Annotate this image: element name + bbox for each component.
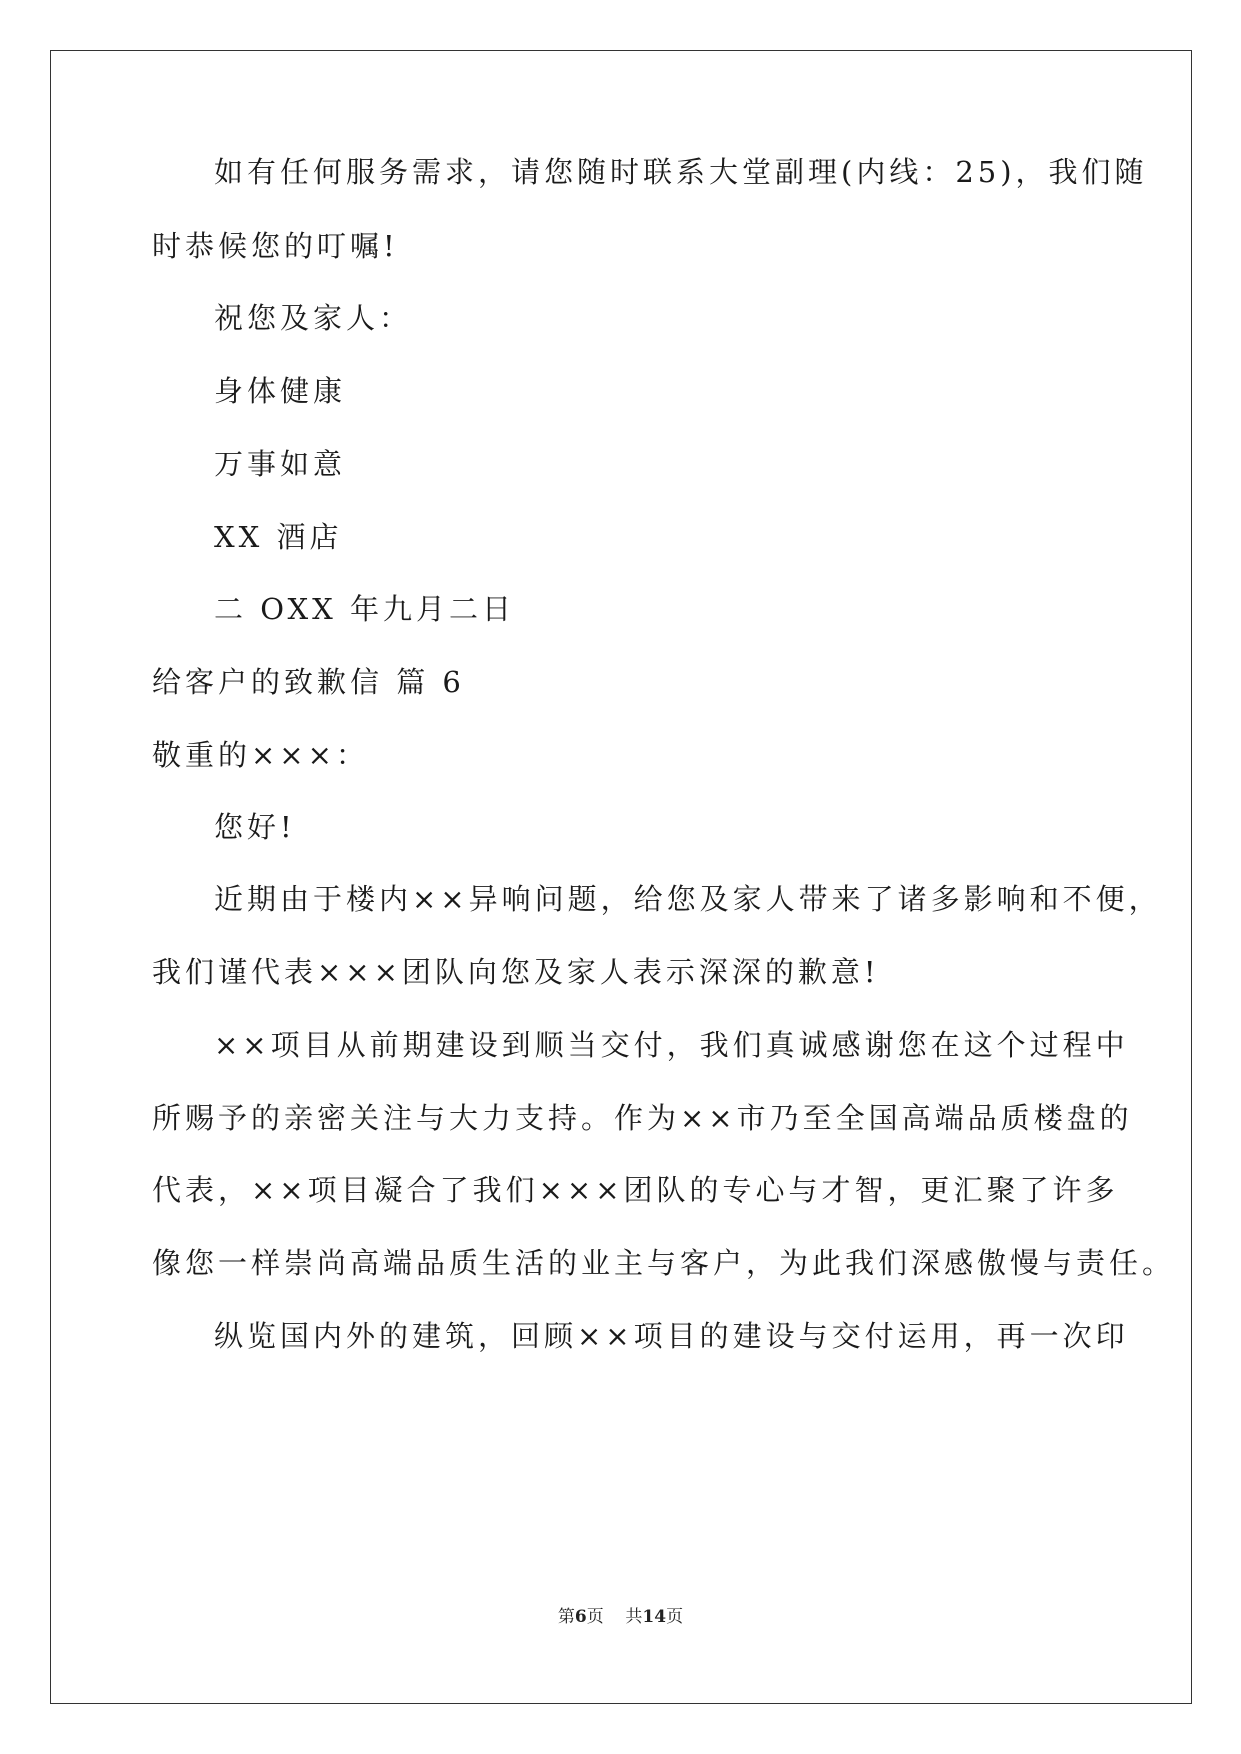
footer-page-number: 6 — [574, 1607, 587, 1627]
text-line: 近期由于楼内××异响问题，给您及家人带来了诸多影响和不便， — [214, 882, 1162, 916]
text-line: 我们谨代表×××团队向您及家人表示深深的歉意! — [152, 955, 880, 989]
text-line: 像您一样崇尚高端品质生活的业主与客户，为此我们深感傲慢与责任。 — [152, 1246, 1176, 1280]
salutation: 敬重的×××： — [152, 738, 369, 772]
text-line: 如有任何服务需求，请您随时联系大堂副理(内线：25)，我们随 — [214, 155, 1148, 189]
page-footer — [0, 1602, 1241, 1627]
greeting: 您好! — [214, 810, 296, 844]
footer-total-prefix: 共 — [625, 1607, 643, 1627]
text-line: 代表，××项目凝合了我们×××团队的专心与才智，更汇聚了许多 — [152, 1173, 1119, 1207]
text-line: 万事如意 — [214, 447, 347, 481]
text-line: 时恭候您的叮嘱! — [152, 229, 399, 263]
page-border — [50, 50, 1192, 1704]
text-line: 所赐予的亲密关注与大力支持。作为××市乃至全国高端品质楼盘的 — [152, 1101, 1133, 1135]
text-line: XX 酒店 — [214, 520, 343, 554]
footer-total-unit: 页 — [666, 1607, 684, 1627]
section-heading: 给客户的致歉信 篇 6 — [152, 665, 465, 699]
text-line: 二 OXX 年九月二日 — [214, 592, 515, 626]
footer-total-pages: 14 — [642, 1607, 667, 1627]
text-line: 祝您及家人： — [214, 301, 413, 335]
text-line: 纵览国内外的建筑，回顾××项目的建设与交付运用，再一次印 — [214, 1319, 1129, 1353]
footer-prefix: 第 — [557, 1607, 575, 1627]
text-line: 身体健康 — [214, 374, 347, 408]
text-line: ××项目从前期建设到顺当交付，我们真诚感谢您在这个过程中 — [214, 1028, 1129, 1062]
footer-page-unit: 页 — [586, 1607, 604, 1627]
